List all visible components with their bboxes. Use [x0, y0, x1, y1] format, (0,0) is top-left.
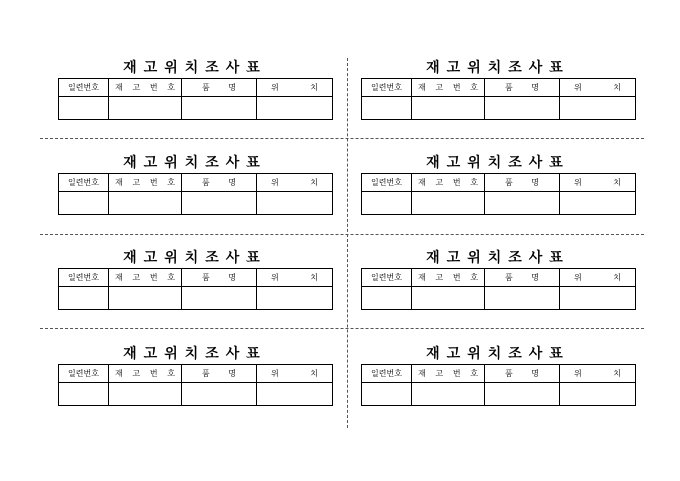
header-char: 품	[202, 83, 210, 92]
header-serial-number: 일련번호	[59, 174, 109, 192]
serial-number-cell[interactable]	[59, 287, 109, 310]
header-stock-number	[109, 174, 182, 192]
header-stock-number	[109, 269, 182, 287]
header-char: 호	[167, 273, 175, 282]
stock-number-cell[interactable]	[412, 287, 485, 310]
header-serial-number: 일련번호	[362, 365, 412, 383]
header-item-name	[485, 365, 560, 383]
header-char: 치	[310, 83, 318, 92]
header-item-name	[485, 79, 560, 97]
header-item-name	[182, 365, 257, 383]
stock-number-cell[interactable]	[109, 192, 182, 215]
serial-number-cell[interactable]	[59, 97, 109, 120]
header-char: 번	[149, 178, 158, 187]
stock-number-cell[interactable]	[109, 97, 182, 120]
header-location	[560, 79, 636, 97]
header-char: 품	[505, 369, 513, 378]
location-cell[interactable]	[257, 192, 333, 215]
item-name-cell[interactable]	[485, 287, 560, 310]
header-char: 명	[228, 83, 236, 92]
slip-title: 재고위치조사표	[426, 250, 570, 266]
header-char: 재	[418, 83, 426, 92]
header-serial-number: 일련번호	[59, 269, 109, 287]
header-char: 재	[115, 178, 123, 187]
header-char: 호	[470, 178, 478, 187]
header-char: 번	[149, 273, 158, 282]
horizontal-cut-line-2	[40, 234, 644, 235]
slip-header-row	[59, 269, 333, 287]
stock-number-cell[interactable]	[109, 287, 182, 310]
location-cell[interactable]	[257, 383, 333, 406]
location-cell[interactable]	[560, 287, 636, 310]
header-location	[560, 365, 636, 383]
serial-number-cell[interactable]	[362, 383, 412, 406]
header-char: 명	[228, 369, 236, 378]
serial-number-cell[interactable]	[59, 192, 109, 215]
item-name-cell[interactable]	[485, 383, 560, 406]
header-stock-number	[412, 79, 485, 97]
stock-number-cell[interactable]	[412, 97, 485, 120]
header-char: 번	[452, 369, 461, 378]
item-name-cell[interactable]	[485, 192, 560, 215]
stock-number-cell[interactable]	[412, 192, 485, 215]
header-stock-number	[412, 269, 485, 287]
header-char: 명	[228, 178, 236, 187]
item-name-cell[interactable]	[182, 97, 257, 120]
header-char: 호	[470, 83, 478, 92]
slip-header-row	[59, 365, 333, 383]
header-char: 품	[505, 273, 513, 282]
header-char: 치	[310, 369, 318, 378]
header-char: 고	[435, 369, 444, 378]
slip-title: 재고위치조사표	[123, 346, 267, 362]
slip-header-row	[59, 79, 333, 97]
header-serial-number: 일련번호	[59, 365, 109, 383]
header-char: 치	[613, 178, 621, 187]
header-char: 재	[418, 369, 426, 378]
header-item-name	[182, 174, 257, 192]
header-item-name	[485, 269, 560, 287]
slip-entry-row	[59, 97, 333, 120]
slip-header-row	[362, 365, 636, 383]
item-name-cell[interactable]	[182, 192, 257, 215]
slip-header-row	[362, 174, 636, 192]
header-char: 품	[505, 178, 513, 187]
header-char: 위	[574, 178, 582, 187]
stock-number-cell[interactable]	[109, 383, 182, 406]
header-item-name	[182, 79, 257, 97]
header-char: 고	[435, 83, 444, 92]
header-char: 위	[271, 83, 279, 92]
header-char: 고	[435, 178, 444, 187]
serial-number-cell[interactable]	[362, 287, 412, 310]
header-char: 치	[310, 178, 318, 187]
location-cell[interactable]	[560, 97, 636, 120]
slip-title: 재고위치조사표	[426, 155, 570, 171]
header-char: 위	[574, 273, 582, 282]
header-serial-number: 일련번호	[362, 79, 412, 97]
slip-table	[361, 78, 636, 120]
slip-entry-row	[362, 97, 636, 120]
location-cell[interactable]	[560, 192, 636, 215]
slip-title: 재고위치조사표	[426, 346, 570, 362]
item-name-cell[interactable]	[182, 287, 257, 310]
header-char: 호	[470, 273, 478, 282]
vertical-cut-line	[347, 58, 348, 428]
header-char: 명	[531, 178, 539, 187]
header-serial-number: 일련번호	[362, 269, 412, 287]
slip-table	[361, 268, 636, 310]
header-char: 치	[613, 273, 621, 282]
header-location	[257, 174, 333, 192]
header-char: 번	[452, 273, 461, 282]
header-char: 위	[574, 369, 582, 378]
slip-table	[58, 364, 333, 406]
location-cell[interactable]	[560, 383, 636, 406]
header-location	[257, 269, 333, 287]
header-char: 치	[613, 83, 621, 92]
header-char: 고	[132, 273, 141, 282]
slip-entry-row	[362, 287, 636, 310]
slip-entry-row	[59, 192, 333, 215]
header-stock-number	[412, 365, 485, 383]
header-char: 위	[271, 178, 279, 187]
location-cell[interactable]	[257, 97, 333, 120]
header-stock-number	[109, 365, 182, 383]
header-char: 명	[531, 369, 539, 378]
serial-number-cell[interactable]	[362, 97, 412, 120]
header-char: 번	[452, 83, 461, 92]
slip-table	[361, 173, 636, 215]
header-char: 호	[167, 369, 175, 378]
slip-title: 재고위치조사표	[123, 60, 267, 76]
slip-title: 재고위치조사표	[426, 60, 570, 76]
horizontal-cut-line-3	[40, 328, 644, 329]
header-char: 재	[115, 273, 123, 282]
header-char: 위	[271, 369, 279, 378]
header-char: 고	[132, 83, 141, 92]
slip-entry-row	[59, 287, 333, 310]
header-char: 치	[613, 369, 621, 378]
header-char: 호	[470, 369, 478, 378]
header-char: 고	[435, 273, 444, 282]
header-char: 위	[574, 83, 582, 92]
header-char: 재	[418, 273, 426, 282]
slip-table	[58, 268, 333, 310]
slip-entry-row	[362, 383, 636, 406]
slip-header-row	[362, 269, 636, 287]
header-char: 품	[202, 273, 210, 282]
horizontal-cut-line-1	[40, 138, 644, 139]
header-char: 명	[228, 273, 236, 282]
slip-entry-row	[59, 383, 333, 406]
header-char: 호	[167, 178, 175, 187]
header-char: 호	[167, 83, 175, 92]
serial-number-cell[interactable]	[59, 383, 109, 406]
header-serial-number: 일련번호	[59, 79, 109, 97]
header-char: 명	[531, 83, 539, 92]
header-item-name	[485, 174, 560, 192]
header-char: 위	[271, 273, 279, 282]
slip-header-row	[362, 79, 636, 97]
header-char: 재	[418, 178, 426, 187]
slip-table	[361, 364, 636, 406]
header-location	[560, 174, 636, 192]
header-char: 품	[202, 369, 210, 378]
header-char: 고	[132, 369, 141, 378]
header-char: 품	[505, 83, 513, 92]
header-location	[257, 79, 333, 97]
slip-entry-row	[362, 192, 636, 215]
stock-number-cell[interactable]	[412, 383, 485, 406]
slip-table	[58, 173, 333, 215]
header-stock-number	[412, 174, 485, 192]
header-char: 명	[531, 273, 539, 282]
header-location	[257, 365, 333, 383]
header-serial-number: 일련번호	[362, 174, 412, 192]
header-location	[560, 269, 636, 287]
serial-number-cell[interactable]	[362, 192, 412, 215]
header-char: 품	[202, 178, 210, 187]
slip-title: 재고위치조사표	[123, 155, 267, 171]
header-char: 고	[132, 178, 141, 187]
item-name-cell[interactable]	[485, 97, 560, 120]
header-char: 번	[149, 369, 158, 378]
slip-table	[58, 78, 333, 120]
header-char: 재	[115, 83, 123, 92]
item-name-cell[interactable]	[182, 383, 257, 406]
header-char: 재	[115, 369, 123, 378]
header-item-name	[182, 269, 257, 287]
header-stock-number	[109, 79, 182, 97]
location-cell[interactable]	[257, 287, 333, 310]
slip-header-row	[59, 174, 333, 192]
slip-title: 재고위치조사표	[123, 250, 267, 266]
header-char: 번	[452, 178, 461, 187]
header-char: 치	[310, 273, 318, 282]
header-char: 번	[149, 83, 158, 92]
